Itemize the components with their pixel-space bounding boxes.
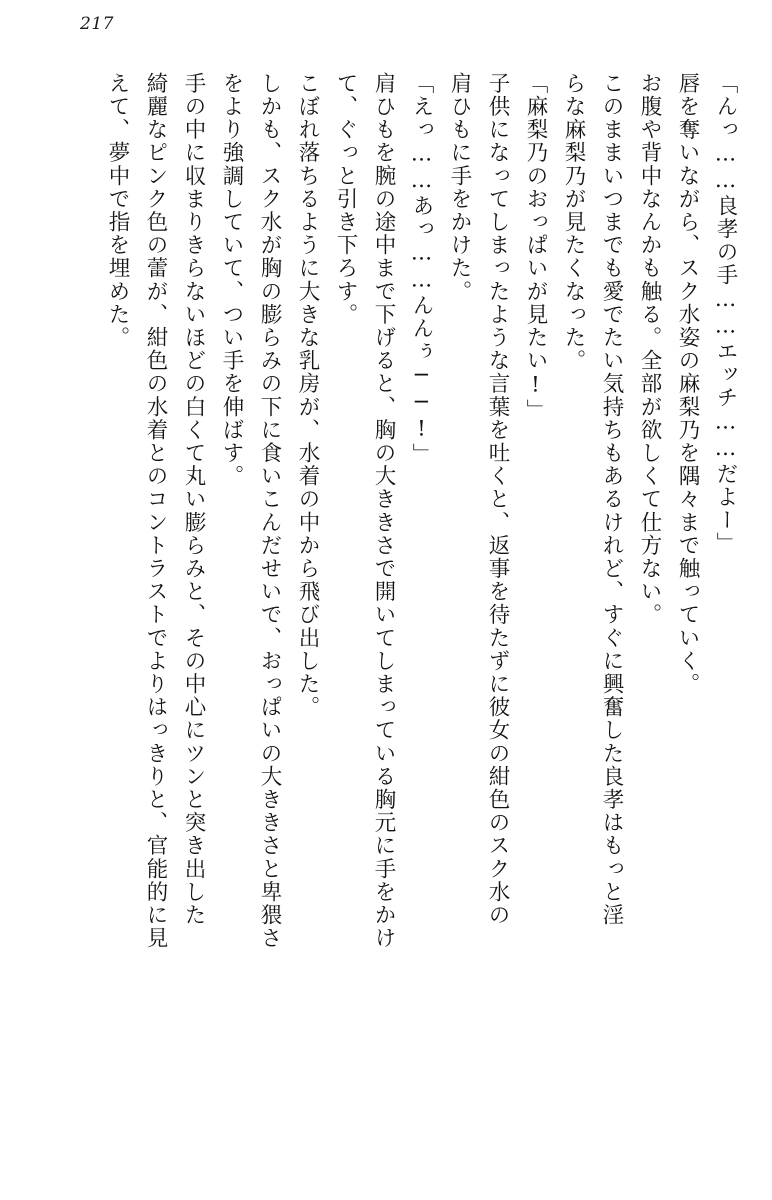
- text-line: 「麻梨乃のおっぱいが見たい!」: [523, 72, 548, 422]
- text-line: をより強調していて、つい手を伸ばす。: [219, 72, 244, 488]
- text-line: えて、夢中で指を埋めた。: [105, 72, 130, 350]
- text-line: こぼれ落ちるように大きな乳房が、水着の中から飛び出した。: [295, 72, 320, 719]
- text-line: 手の中に収まりきらないほどの白くて丸い膨らみと、その中心にツンと突き出した: [181, 72, 206, 927]
- text-line: しかも、スク水が胸の膨らみの下に食いこんだせいで、おっぱいの大ききさと卑猥さ: [257, 72, 282, 950]
- text-line: らな麻梨乃が見たくなった。: [561, 72, 586, 373]
- page-number: 217: [80, 14, 114, 34]
- text-line: お腹や背中なんかも触る。全部が欲しくて仕方ない。: [637, 72, 662, 627]
- text-line: 子供になってしまったような言葉を吐くと、返事を待たずに彼女の紺色のスク水の: [485, 72, 510, 927]
- text-line: 「えっ……あっ……んんぅ──!」: [409, 72, 434, 467]
- text-line: 唇を奪いながら、スク水姿の麻梨乃を隅々まで触っていく。: [675, 72, 700, 696]
- vertical-text-body: [36, 72, 736, 1164]
- text-line: 「んっ……良孝の手……エッチ……だよー」: [713, 72, 738, 555]
- text-line: このままいつまでも愛でたい気持ちもあるけれど、すぐに興奮した良孝はもっと淫: [599, 72, 624, 927]
- text-line: 肩ひもを腕の途中まで下げると、胸の大ききさで開いてしまっている胸元に手をかけ: [371, 72, 396, 950]
- text-line: 肩ひもに手をかけた。: [447, 72, 472, 303]
- text-line: て、ぐっと引き下ろす。: [333, 72, 358, 327]
- text-line: 綺麗なピンク色の蕾が、紺色の水着とのコントラストでよりはっきりと、官能的に見: [143, 72, 168, 950]
